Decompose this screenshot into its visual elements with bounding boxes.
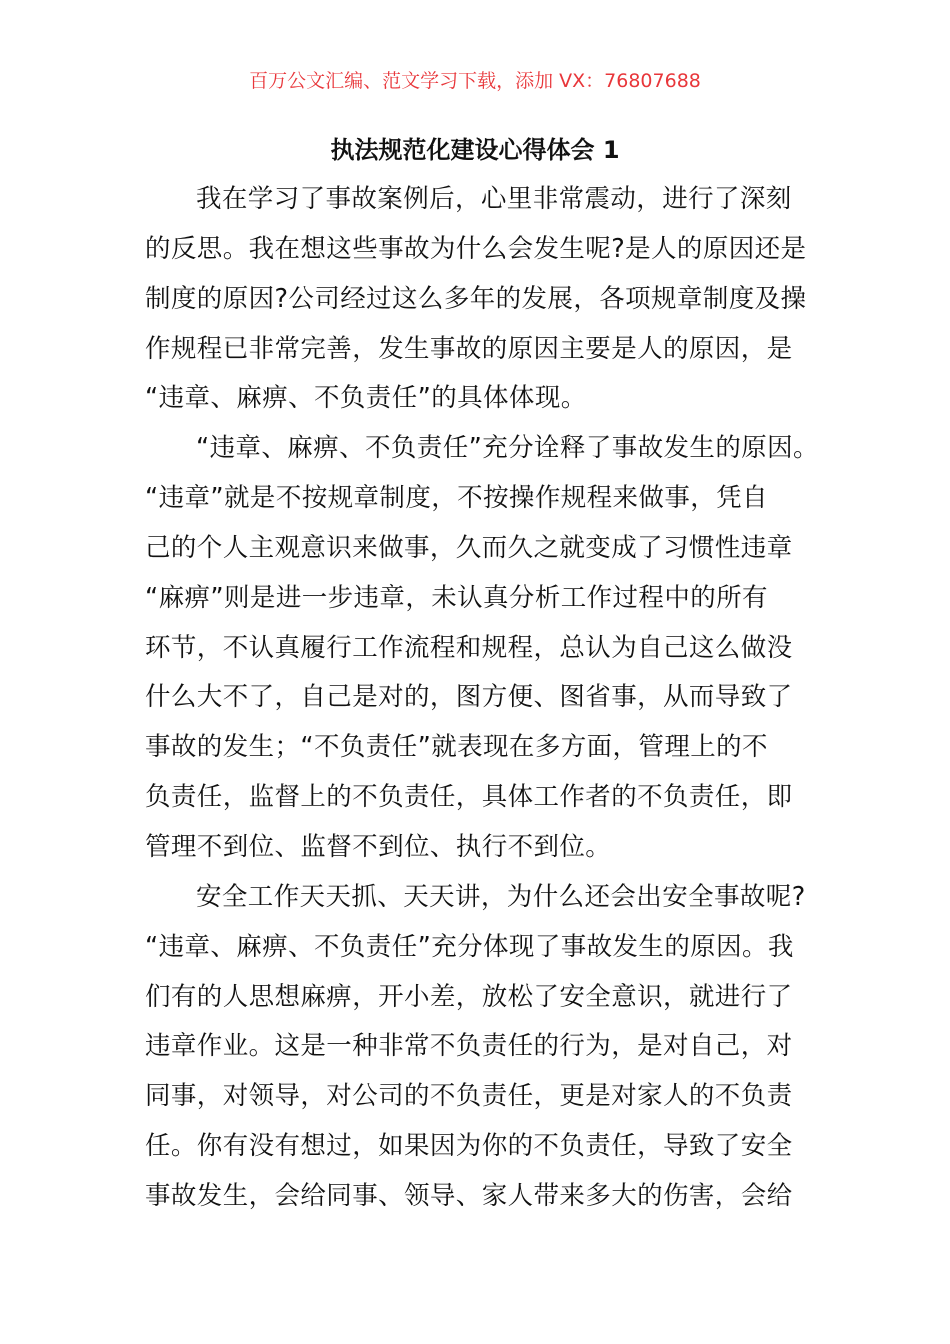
text-line: 环节，不认真履行工作流程和规程，总认为自己这么做没: [145, 632, 793, 663]
text-line: 制度的原因?公司经过这么多年的发展，各项规章制度及操: [145, 283, 807, 314]
text-line: 负责任，监督上的不负责任，具体工作者的不负责任，即: [145, 782, 793, 813]
text-line: 违章作业。这是一种非常不负责任的行为，是对自己，对: [145, 1031, 793, 1062]
text-line: 事故的发生；“不负责任”就表现在多方面，管理上的不: [145, 732, 768, 763]
text-line: 事故发生，会给同事、领导、家人带来多大的伤害，会给: [145, 1180, 793, 1211]
text-line: 什么大不了，自己是对的，图方便、图省事，从而导致了: [145, 682, 793, 713]
text-line: 安全工作天天抓、天天讲，为什么还会出安全事故呢?: [196, 881, 806, 912]
document-title: 执法规范化建设心得体会 1: [330, 136, 620, 164]
text-line: 们有的人思想麻痹，开小差，放松了安全意识，就进行了: [145, 981, 793, 1012]
paragraph: [145, 873, 825, 1222]
text-line: 同事，对领导，对公司的不负责任，更是对家人的不负责: [145, 1081, 793, 1112]
paragraph: [145, 175, 825, 424]
paragraph: [145, 424, 825, 873]
text-line: “违章、麻痹、不负责任”充分诠释了事故发生的原因。: [196, 433, 819, 464]
text-line: 我在学习了事故案例后，心里非常震动，进行了深刻: [196, 184, 792, 214]
text-line: 的反思。我在想这些事故为什么会发生呢?是人的原因还是: [145, 233, 807, 264]
download-banner: 百万公文汇编、范文学习下载，添加 VX：76807688: [249, 70, 701, 92]
text-line: “麻痹”则是进一步违章，未认真分析工作过程中的所有: [145, 582, 768, 613]
document-body: [145, 175, 825, 1222]
text-line: 任。你有没有想过，如果因为你的不负责任，导致了安全: [145, 1131, 793, 1162]
text-line: “违章、麻痹、不负责任”的具体体现。: [145, 383, 587, 414]
text-line: 己的个人主观意识来做事，久而久之就变成了习惯性违章: [145, 532, 793, 563]
text-line: 作规程已非常完善，发生事故的原因主要是人的原因，是: [145, 333, 793, 364]
text-line: “违章、麻痹、不负责任”充分体现了事故发生的原因。我: [145, 931, 794, 962]
text-line: “违章”就是不按规章制度，不按操作规程来做事，凭自: [145, 483, 768, 514]
text-line: 管理不到位、监督不到位、执行不到位。: [145, 831, 612, 862]
